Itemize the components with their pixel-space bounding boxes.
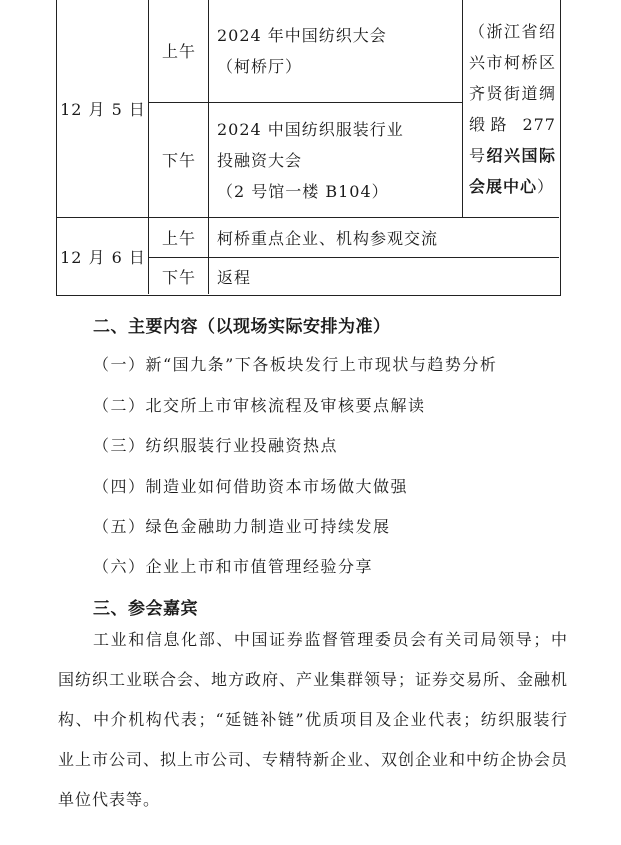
- date-cell-dec5: 12 月 5 日: [60, 99, 146, 119]
- event-line: 2024 年中国纺织大会: [217, 26, 387, 45]
- slot-cell-dec6-pm: 下午: [161, 267, 196, 287]
- event-line: 2024 中国纺织服装行业: [217, 119, 404, 139]
- section-heading-content: 二、主要内容（以现场实际安排为准）: [93, 317, 391, 337]
- date-cell-dec6: 12 月 6 日: [60, 247, 146, 267]
- content-item-4: （四）制造业如何借助资本市场做大做强: [93, 477, 409, 496]
- guests-paragraph: 工业和信息化部、中国证券监督管理委员会有关司局领导；中国纺织工业联合会、地方政府、产业集群领导；证券交易所、金融机构、中介机构代表；“延链补链”优质项目及企业代表；纺织服装行业上市公司、拟上市公司、专精特新企业、双创企业和中纺企协会员单位代表等。: [58, 630, 569, 809]
- venue-address: （浙江省绍兴市柯桥区齐贤街道绸缎路 277 号: [469, 22, 556, 165]
- event-cell-dec6-pm: 返程: [217, 267, 252, 287]
- venue-cell: [463, 0, 562, 218]
- content-item-1: （一）新“国九条”下各板块发行上市现状与趋势分析: [93, 355, 498, 374]
- event-line: 投融资大会: [217, 150, 303, 170]
- event-line: （2 号馆一楼 B104）: [217, 181, 389, 201]
- venue-close: ）: [537, 177, 555, 196]
- slot-cell-dec5-am: 上午: [161, 41, 196, 61]
- content-item-2: （二）北交所上市审核流程及审核要点解读: [93, 396, 426, 415]
- event-cell-dec5-am: [209, 0, 463, 102]
- content-item-3: （三）纺织服装行业投融资热点: [93, 436, 339, 455]
- schedule-table: [56, 0, 561, 296]
- event-cell-dec5-pm: [209, 102, 463, 218]
- slot-cell-dec6-am: 上午: [161, 228, 196, 248]
- content-item-5: （五）绿色金融助力制造业可持续发展: [93, 517, 391, 536]
- event-line: （柯桥厅）: [217, 57, 303, 76]
- venue-name: 绍兴国际会展中心: [469, 146, 556, 196]
- content-item-6: （六）企业上市和市值管理经验分享: [93, 557, 374, 576]
- slot-cell-dec5-pm: 下午: [161, 150, 196, 170]
- event-cell-dec6-am: 柯桥重点企业、机构参观交流: [217, 228, 439, 248]
- section-heading-guests: 三、参会嘉宾: [93, 599, 198, 619]
